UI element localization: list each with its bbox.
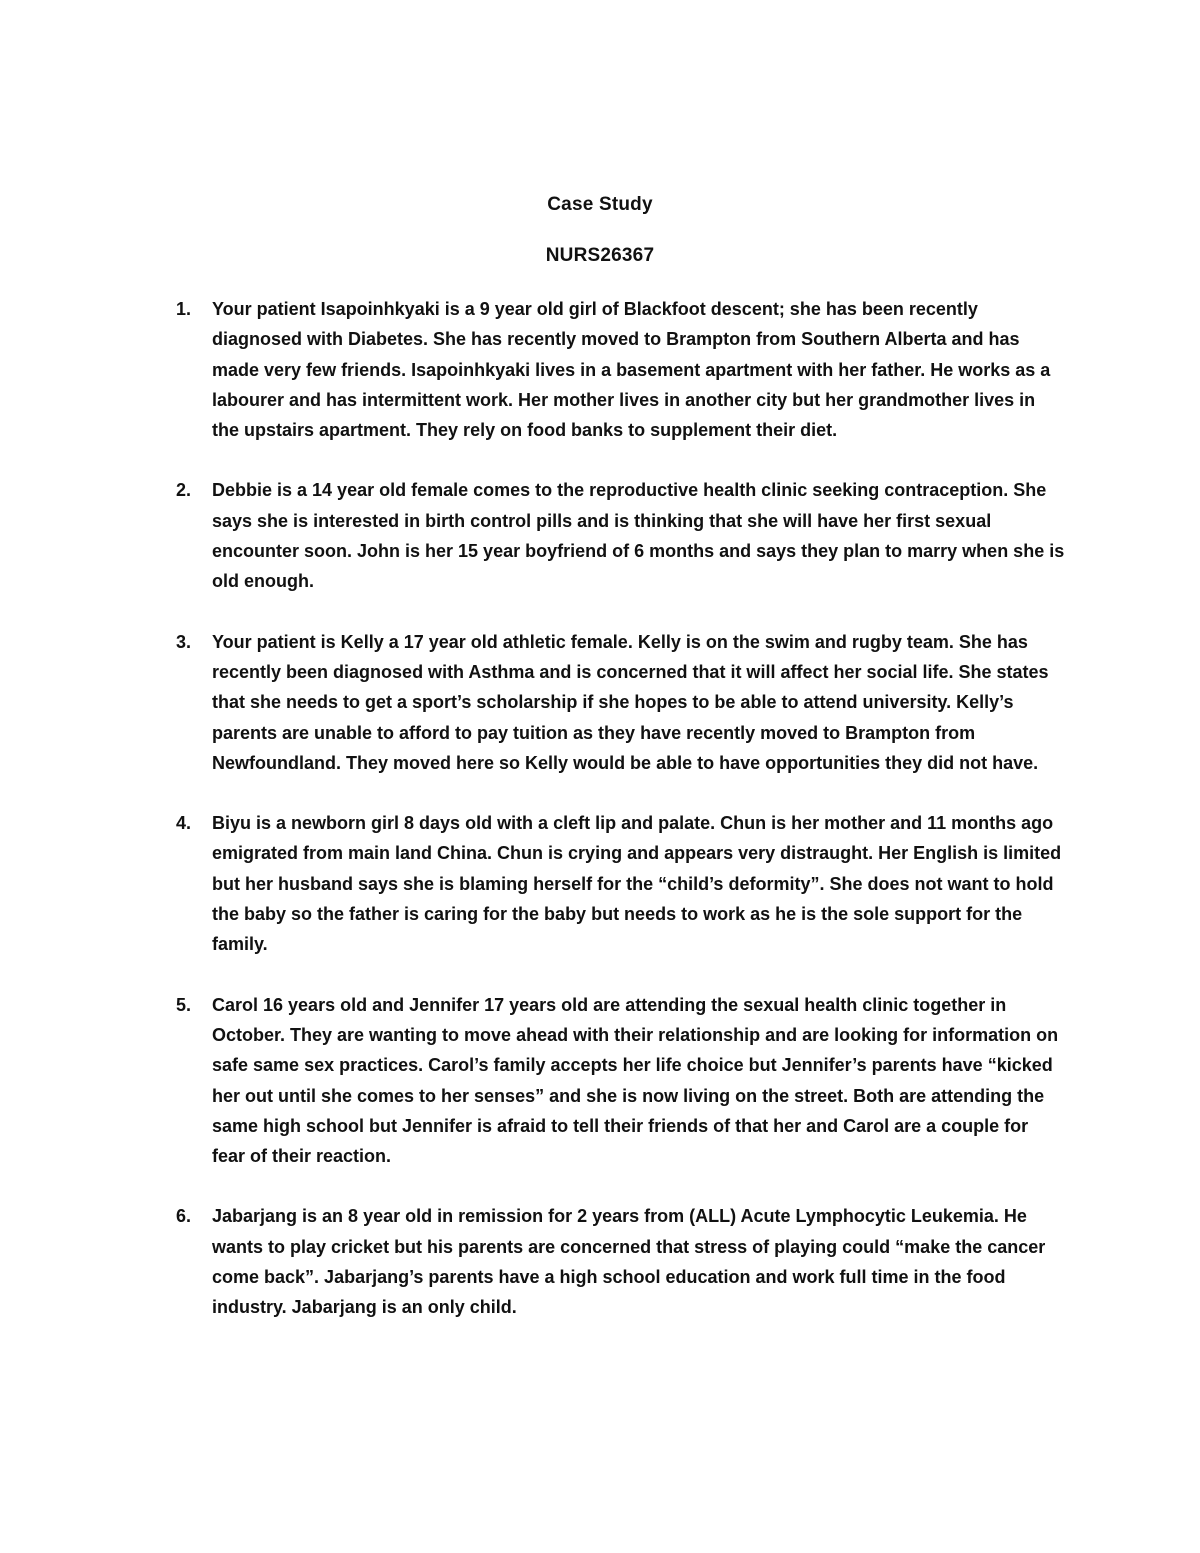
- case-text: Jabarjang is an 8 year old in remission for 2 years from (ALL) Acute Lymphocytic Leukemia. He wants to play cricket but his parents are concerned that stress of playing could “make the cancer come back”. Jabarjang’s parents have a high school education and work full time in the food industry. Jabarjang is an only child.: [212, 1206, 1046, 1318]
- case-list: [176, 294, 1066, 1353]
- case-item-2: [176, 475, 1066, 596]
- case-text: Your patient is Kelly a 17 year old athletic female. Kelly is on the swim and rugby team. She has recently been diagnosed with Asthma and is concerned that it will affect her social life. She states that she needs to get a sport’s scholarship if she hopes to be able to attend university. Kelly’s parents are unable to afford to pay tuition as they have recently moved to Brampton from Newfoundland. They moved here so Kelly would be able to have opportunities they did not have.: [212, 631, 1049, 773]
- case-item-5: [176, 990, 1066, 1172]
- case-number: 6.: [176, 1206, 192, 1227]
- case-item-1: [176, 294, 1066, 445]
- case-number: 5.: [176, 994, 192, 1015]
- case-number: 3.: [176, 631, 192, 652]
- case-item-3: [176, 627, 1066, 778]
- case-item-6: [176, 1201, 1066, 1322]
- document-title: Case Study: [547, 194, 653, 215]
- case-number: 2.: [176, 480, 192, 501]
- case-text: Debbie is a 14 year old female comes to the reproductive health clinic seeking contraception. She says she is interested in birth control pills and is thinking that she will have her first sexual encounter soon. John is her 15 year boyfriend of 6 months and says they plan to marry when she is old enough.: [212, 480, 1065, 592]
- case-number: 4.: [176, 813, 192, 834]
- course-code: NURS26367: [545, 245, 655, 266]
- case-item-4: [176, 808, 1066, 959]
- case-text: Your patient Isapoinhkyaki is a 9 year old girl of Blackfoot descent; she has been recently diagnosed with Diabetes. She has recently moved to Brampton from Southern Alberta and has made very few friends. Isapoinhkyaki lives in a basement apartment with her father. He works as a labourer and has intermittent work. Her mother lives in another city but her grandmother lives in the upstairs apartment. They rely on food banks to supplement their diet.: [212, 299, 1051, 441]
- case-number: 1.: [176, 299, 192, 319]
- case-text: Biyu is a newborn girl 8 days old with a cleft lip and palate. Chun is her mother and 11 months ago emigrated from main land China. Chun is crying and appears very distraught. Her English is limited but her husband says she is blaming herself for the “child’s deformity”. She does not want to hold the baby so the father is caring for the baby but needs to work as he is the sole support for the family.: [212, 813, 1062, 955]
- case-text: Carol 16 years old and Jennifer 17 years old are attending the sexual health clinic together in October. They are wanting to move ahead with their relationship and are looking for information on safe same sex practices. Carol’s family accepts her life choice but Jennifer’s parents have “kicked her out until she comes to her senses” and she is now living on the street. Both are attending the same high school but Jennifer is afraid to tell their friends of that her and Carol are a couple for fear of their reaction.: [212, 994, 1059, 1167]
